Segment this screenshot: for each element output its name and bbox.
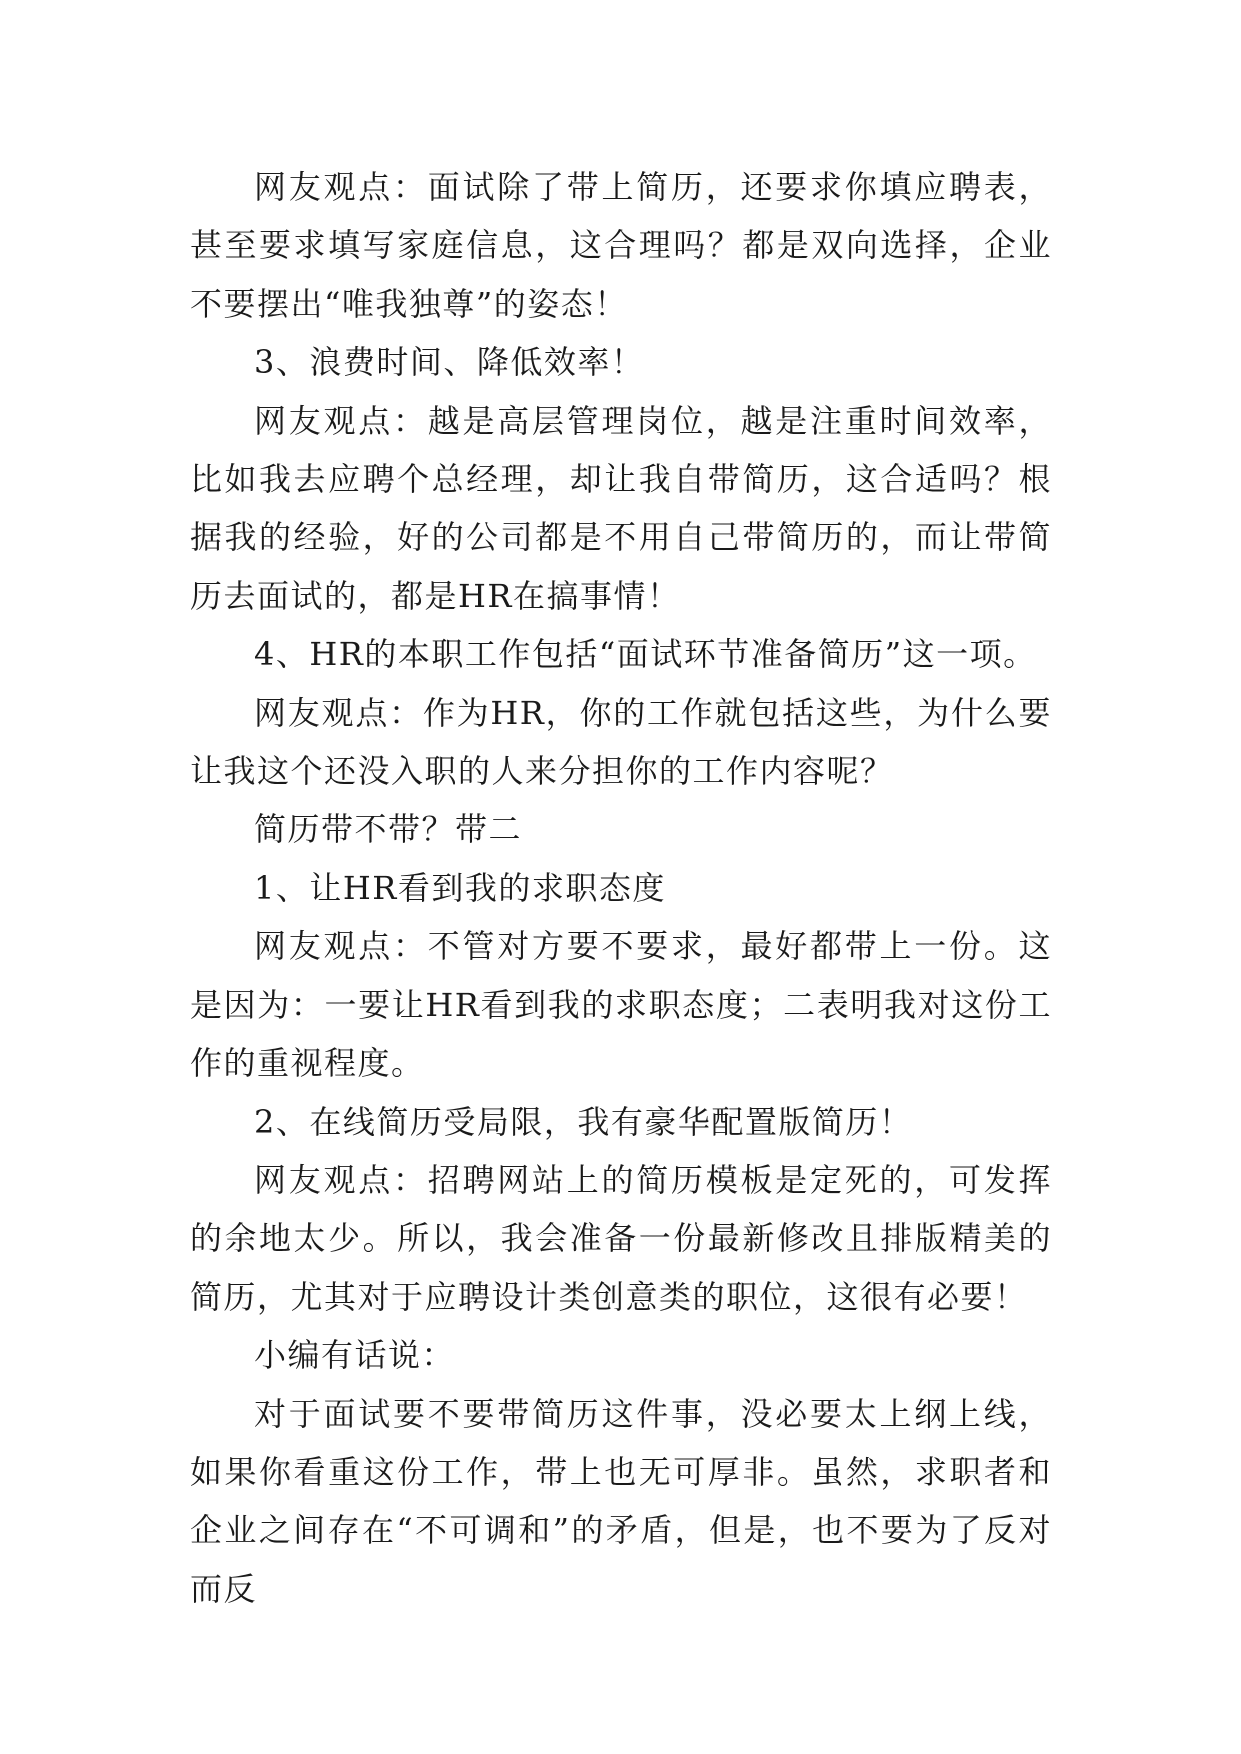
paragraph: 1、让HR看到我的求职态度 xyxy=(254,868,666,907)
paragraph: 网友观点：作为HR，你的工作就包括这些，为什么要让我这个还没入职的人来分担你的工作内容呢？ xyxy=(190,693,1052,791)
paragraph: 4、HR的本职工作包括“面试环节准备简历”这一项。 xyxy=(254,635,1037,674)
paragraph: 2、在线简历受局限，我有豪华配置版简历！ xyxy=(254,1102,913,1141)
paragraph: 网友观点：招聘网站上的简历模板是定死的，可发挥的余地太少。所以，我会准备一份最新修改且排版精美的简历，尤其对于应聘设计类创意类的职位，这很有必要！ xyxy=(190,1160,1052,1316)
paragraph: 对于面试要不要带简历这件事，没必要太上纲上线，如果你看重这份工作，带上也无可厚非。虽然，求职者和企业之间存在“不可调和”的矛盾，但是，也不要为了反对而反 xyxy=(190,1394,1052,1608)
paragraph: 3、浪费时间、降低效率！ xyxy=(254,343,645,382)
section-heading: 简历带不带？带二 xyxy=(254,810,523,849)
document-body xyxy=(190,158,1052,1618)
paragraph: 网友观点：不管对方要不要求，最好都带上一份。这是因为：一要让HR看到我的求职态度；二表明我对这份工作的重视程度。 xyxy=(190,927,1052,1083)
section-heading: 小编有话说： xyxy=(254,1336,456,1375)
paragraph: 网友观点：越是高层管理岗位，越是注重时间效率，比如我去应聘个总经理，却让我自带简历，这合适吗？根据我的经验，好的公司都是不用自己带简历的，而让带简历去面试的，都是HR在搞事情！ xyxy=(190,401,1052,615)
paragraph: 网友观点：面试除了带上简历，还要求你填应聘表，甚至要求填写家庭信息，这合理吗？都是双向选择，企业不要摆出“唯我独尊”的姿态！ xyxy=(190,168,1052,323)
